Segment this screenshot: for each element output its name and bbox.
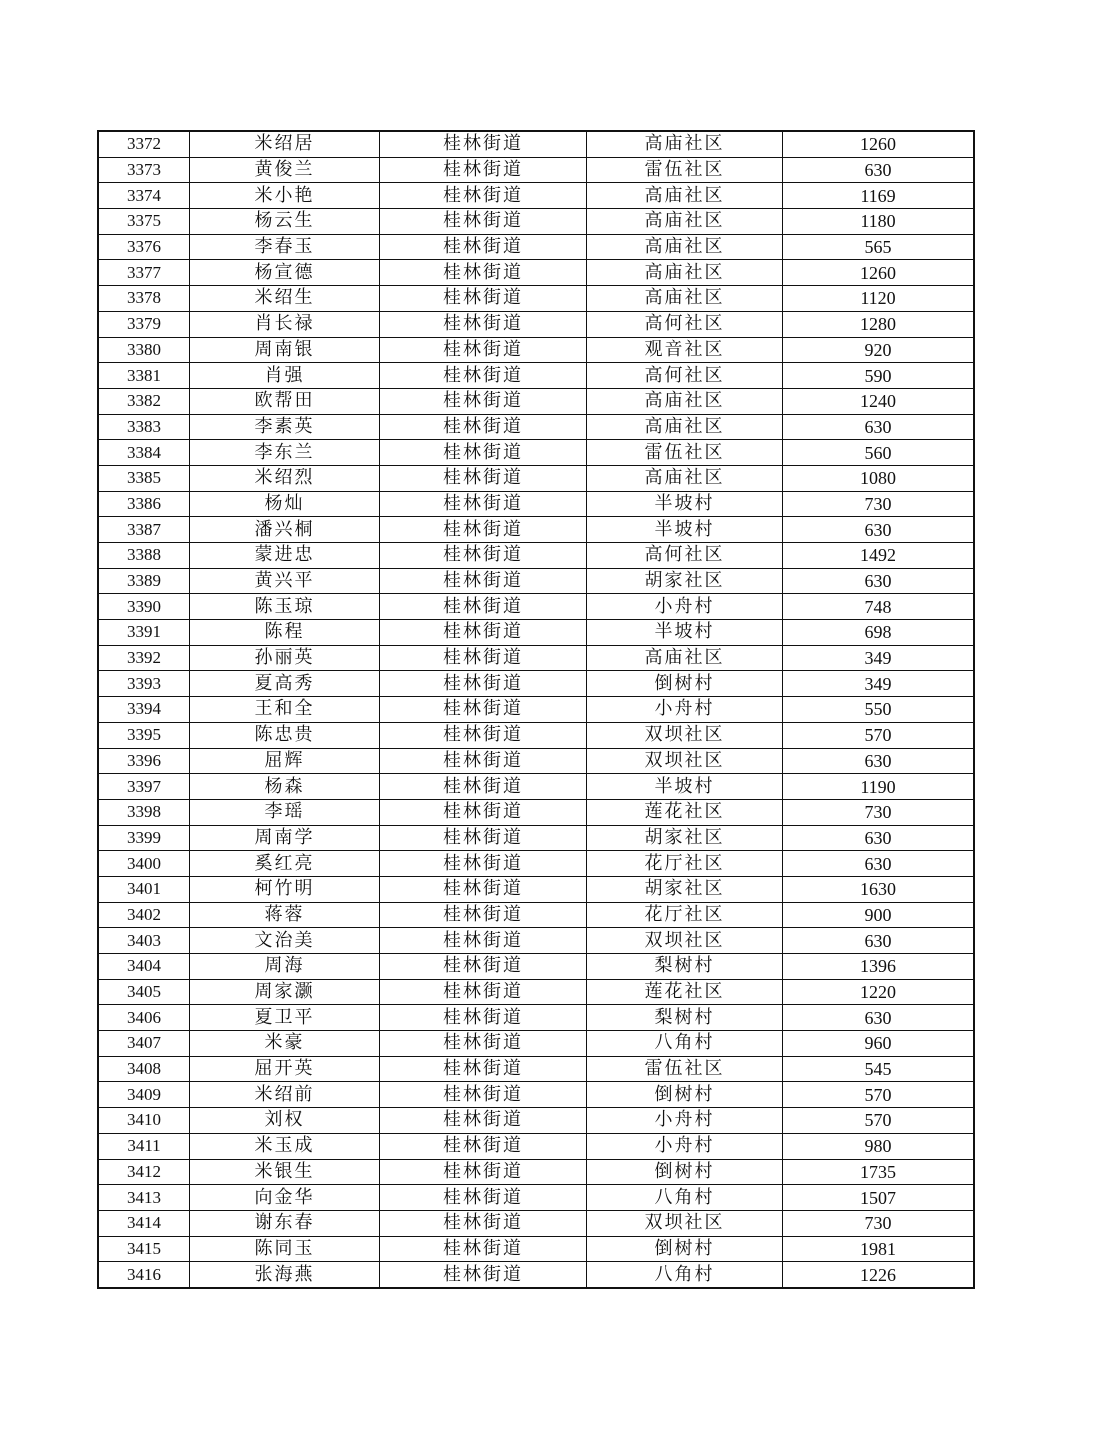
amount-cell: 570 [783, 722, 975, 748]
community-cell: 双坝社区 [587, 928, 783, 954]
person-name-cell: 米银生 [190, 1159, 380, 1185]
community-cell: 半坡村 [587, 620, 783, 646]
table-row [98, 491, 974, 517]
street-cell: 桂林街道 [380, 1185, 587, 1211]
person-name-cell: 欧帮田 [190, 388, 380, 414]
amount-cell: 1190 [783, 774, 975, 800]
street-cell: 桂林街道 [380, 337, 587, 363]
community-cell: 高庙社区 [587, 260, 783, 286]
serial-number-cell: 3373 [98, 157, 190, 183]
person-name-cell: 周家灏 [190, 979, 380, 1005]
amount-cell: 570 [783, 1108, 975, 1134]
amount-cell: 630 [783, 414, 975, 440]
serial-number-cell: 3413 [98, 1185, 190, 1211]
amount-cell: 730 [783, 799, 975, 825]
serial-number-cell: 3409 [98, 1082, 190, 1108]
community-cell: 花厅社区 [587, 851, 783, 877]
person-name-cell: 夏卫平 [190, 1005, 380, 1031]
street-cell: 桂林街道 [380, 1159, 587, 1185]
person-name-cell: 屈开英 [190, 1056, 380, 1082]
table-row [98, 1210, 974, 1236]
community-cell: 八角村 [587, 1031, 783, 1057]
person-name-cell: 肖强 [190, 363, 380, 389]
serial-number-cell: 3372 [98, 131, 190, 157]
community-cell: 胡家社区 [587, 825, 783, 851]
street-cell: 桂林街道 [380, 131, 587, 157]
serial-number-cell: 3381 [98, 363, 190, 389]
serial-number-cell: 3390 [98, 594, 190, 620]
amount-cell: 590 [783, 363, 975, 389]
serial-number-cell: 3376 [98, 234, 190, 260]
table-row [98, 594, 974, 620]
street-cell: 桂林街道 [380, 928, 587, 954]
serial-number-cell: 3384 [98, 440, 190, 466]
table-row [98, 928, 974, 954]
amount-cell: 550 [783, 697, 975, 723]
person-name-cell: 米玉成 [190, 1133, 380, 1159]
serial-number-cell: 3400 [98, 851, 190, 877]
amount-cell: 560 [783, 440, 975, 466]
community-cell: 小舟村 [587, 697, 783, 723]
street-cell: 桂林街道 [380, 954, 587, 980]
serial-number-cell: 3399 [98, 825, 190, 851]
street-cell: 桂林街道 [380, 620, 587, 646]
amount-cell: 349 [783, 671, 975, 697]
serial-number-cell: 3383 [98, 414, 190, 440]
street-cell: 桂林街道 [380, 234, 587, 260]
person-name-cell: 谢东春 [190, 1210, 380, 1236]
person-name-cell: 米小艳 [190, 183, 380, 209]
serial-number-cell: 3402 [98, 902, 190, 928]
community-cell: 倒树村 [587, 1159, 783, 1185]
street-cell: 桂林街道 [380, 1236, 587, 1262]
amount-cell: 630 [783, 1005, 975, 1031]
roster-table [97, 130, 975, 1289]
street-cell: 桂林街道 [380, 568, 587, 594]
person-name-cell: 屈辉 [190, 748, 380, 774]
community-cell: 高庙社区 [587, 183, 783, 209]
amount-cell: 1280 [783, 311, 975, 337]
street-cell: 桂林街道 [380, 1262, 587, 1288]
community-cell: 雷伍社区 [587, 1056, 783, 1082]
person-name-cell: 文治美 [190, 928, 380, 954]
amount-cell: 730 [783, 491, 975, 517]
community-cell: 倒树村 [587, 1082, 783, 1108]
table-row [98, 1262, 974, 1288]
person-name-cell: 周海 [190, 954, 380, 980]
person-name-cell: 陈忠贵 [190, 722, 380, 748]
amount-cell: 1396 [783, 954, 975, 980]
street-cell: 桂林街道 [380, 311, 587, 337]
amount-cell: 698 [783, 620, 975, 646]
amount-cell: 1630 [783, 876, 975, 902]
person-name-cell: 杨灿 [190, 491, 380, 517]
person-name-cell: 李东兰 [190, 440, 380, 466]
community-cell: 雷伍社区 [587, 157, 783, 183]
amount-cell: 630 [783, 517, 975, 543]
table-row [98, 337, 974, 363]
table-row [98, 774, 974, 800]
amount-cell: 630 [783, 825, 975, 851]
amount-cell: 1220 [783, 979, 975, 1005]
table-row [98, 722, 974, 748]
community-cell: 高庙社区 [587, 286, 783, 312]
serial-number-cell: 3395 [98, 722, 190, 748]
street-cell: 桂林街道 [380, 388, 587, 414]
serial-number-cell: 3388 [98, 543, 190, 569]
community-cell: 胡家社区 [587, 568, 783, 594]
community-cell: 小舟村 [587, 594, 783, 620]
table-row [98, 1133, 974, 1159]
street-cell: 桂林街道 [380, 414, 587, 440]
amount-cell: 920 [783, 337, 975, 363]
person-name-cell: 蒙进忠 [190, 543, 380, 569]
serial-number-cell: 3407 [98, 1031, 190, 1057]
table-row [98, 414, 974, 440]
amount-cell: 630 [783, 157, 975, 183]
community-cell: 半坡村 [587, 517, 783, 543]
community-cell: 高庙社区 [587, 209, 783, 235]
person-name-cell: 蒋蓉 [190, 902, 380, 928]
table-row [98, 620, 974, 646]
person-name-cell: 陈玉琼 [190, 594, 380, 620]
table-row [98, 825, 974, 851]
serial-number-cell: 3391 [98, 620, 190, 646]
serial-number-cell: 3404 [98, 954, 190, 980]
table-row [98, 902, 974, 928]
amount-cell: 1240 [783, 388, 975, 414]
community-cell: 高庙社区 [587, 414, 783, 440]
amount-cell: 349 [783, 645, 975, 671]
table-row [98, 954, 974, 980]
serial-number-cell: 3414 [98, 1210, 190, 1236]
table-row [98, 1082, 974, 1108]
serial-number-cell: 3403 [98, 928, 190, 954]
serial-number-cell: 3416 [98, 1262, 190, 1288]
community-cell: 梨树村 [587, 1005, 783, 1031]
serial-number-cell: 3394 [98, 697, 190, 723]
amount-cell: 1226 [783, 1262, 975, 1288]
community-cell: 莲花社区 [587, 799, 783, 825]
person-name-cell: 王和全 [190, 697, 380, 723]
street-cell: 桂林街道 [380, 543, 587, 569]
community-cell: 八角村 [587, 1262, 783, 1288]
community-cell: 双坝社区 [587, 722, 783, 748]
table-row [98, 1185, 974, 1211]
street-cell: 桂林街道 [380, 645, 587, 671]
table-row [98, 1031, 974, 1057]
person-name-cell: 米绍生 [190, 286, 380, 312]
person-name-cell: 陈程 [190, 620, 380, 646]
amount-cell: 1260 [783, 260, 975, 286]
table-row [98, 979, 974, 1005]
table-row [98, 671, 974, 697]
street-cell: 桂林街道 [380, 799, 587, 825]
table-row [98, 260, 974, 286]
table-row [98, 543, 974, 569]
person-name-cell: 孙丽英 [190, 645, 380, 671]
community-cell: 高庙社区 [587, 465, 783, 491]
roster-table-body [98, 131, 974, 1288]
person-name-cell: 周南银 [190, 337, 380, 363]
person-name-cell: 李素英 [190, 414, 380, 440]
street-cell: 桂林街道 [380, 774, 587, 800]
serial-number-cell: 3386 [98, 491, 190, 517]
community-cell: 八角村 [587, 1185, 783, 1211]
amount-cell: 545 [783, 1056, 975, 1082]
street-cell: 桂林街道 [380, 671, 587, 697]
community-cell: 小舟村 [587, 1133, 783, 1159]
community-cell: 半坡村 [587, 491, 783, 517]
table-row [98, 1108, 974, 1134]
table-row [98, 1236, 974, 1262]
serial-number-cell: 3379 [98, 311, 190, 337]
serial-number-cell: 3405 [98, 979, 190, 1005]
community-cell: 观音社区 [587, 337, 783, 363]
serial-number-cell: 3374 [98, 183, 190, 209]
street-cell: 桂林街道 [380, 979, 587, 1005]
community-cell: 高庙社区 [587, 131, 783, 157]
community-cell: 倒树村 [587, 1236, 783, 1262]
street-cell: 桂林街道 [380, 440, 587, 466]
table-row [98, 440, 974, 466]
person-name-cell: 周南学 [190, 825, 380, 851]
person-name-cell: 张海燕 [190, 1262, 380, 1288]
table-row [98, 748, 974, 774]
serial-number-cell: 3396 [98, 748, 190, 774]
person-name-cell: 米豪 [190, 1031, 380, 1057]
community-cell: 梨树村 [587, 954, 783, 980]
community-cell: 双坝社区 [587, 748, 783, 774]
person-name-cell: 李春玉 [190, 234, 380, 260]
street-cell: 桂林街道 [380, 1031, 587, 1057]
person-name-cell: 陈同玉 [190, 1236, 380, 1262]
amount-cell: 630 [783, 568, 975, 594]
table-row [98, 876, 974, 902]
person-name-cell: 潘兴桐 [190, 517, 380, 543]
person-name-cell: 米绍居 [190, 131, 380, 157]
person-name-cell: 杨森 [190, 774, 380, 800]
amount-cell: 1260 [783, 131, 975, 157]
community-cell: 莲花社区 [587, 979, 783, 1005]
serial-number-cell: 3375 [98, 209, 190, 235]
serial-number-cell: 3387 [98, 517, 190, 543]
table-row [98, 311, 974, 337]
street-cell: 桂林街道 [380, 1133, 587, 1159]
table-row [98, 851, 974, 877]
community-cell: 胡家社区 [587, 876, 783, 902]
serial-number-cell: 3380 [98, 337, 190, 363]
street-cell: 桂林街道 [380, 491, 587, 517]
person-name-cell: 黄兴平 [190, 568, 380, 594]
community-cell: 高庙社区 [587, 645, 783, 671]
serial-number-cell: 3397 [98, 774, 190, 800]
community-cell: 雷伍社区 [587, 440, 783, 466]
amount-cell: 630 [783, 851, 975, 877]
table-row [98, 363, 974, 389]
table-row [98, 286, 974, 312]
table-row [98, 131, 974, 157]
serial-number-cell: 3392 [98, 645, 190, 671]
amount-cell: 730 [783, 1210, 975, 1236]
table-row [98, 157, 974, 183]
street-cell: 桂林街道 [380, 1005, 587, 1031]
community-cell: 高何社区 [587, 363, 783, 389]
community-cell: 小舟村 [587, 1108, 783, 1134]
serial-number-cell: 3401 [98, 876, 190, 902]
street-cell: 桂林街道 [380, 825, 587, 851]
serial-number-cell: 3385 [98, 465, 190, 491]
street-cell: 桂林街道 [380, 465, 587, 491]
community-cell: 花厅社区 [587, 902, 783, 928]
table-row [98, 388, 974, 414]
table-row [98, 183, 974, 209]
street-cell: 桂林街道 [380, 183, 587, 209]
serial-number-cell: 3382 [98, 388, 190, 414]
amount-cell: 1120 [783, 286, 975, 312]
amount-cell: 1080 [783, 465, 975, 491]
street-cell: 桂林街道 [380, 1108, 587, 1134]
person-name-cell: 夏高秀 [190, 671, 380, 697]
community-cell: 倒树村 [587, 671, 783, 697]
person-name-cell: 米绍烈 [190, 465, 380, 491]
person-name-cell: 李瑶 [190, 799, 380, 825]
amount-cell: 1492 [783, 543, 975, 569]
amount-cell: 630 [783, 928, 975, 954]
person-name-cell: 米绍前 [190, 1082, 380, 1108]
person-name-cell: 向金华 [190, 1185, 380, 1211]
serial-number-cell: 3412 [98, 1159, 190, 1185]
serial-number-cell: 3377 [98, 260, 190, 286]
community-cell: 高何社区 [587, 543, 783, 569]
street-cell: 桂林街道 [380, 748, 587, 774]
community-cell: 半坡村 [587, 774, 783, 800]
table-row [98, 1005, 974, 1031]
amount-cell: 1169 [783, 183, 975, 209]
table-row [98, 465, 974, 491]
amount-cell: 748 [783, 594, 975, 620]
community-cell: 高庙社区 [587, 234, 783, 260]
amount-cell: 960 [783, 1031, 975, 1057]
table-row [98, 517, 974, 543]
street-cell: 桂林街道 [380, 851, 587, 877]
person-name-cell: 奚红亮 [190, 851, 380, 877]
serial-number-cell: 3411 [98, 1133, 190, 1159]
street-cell: 桂林街道 [380, 697, 587, 723]
amount-cell: 570 [783, 1082, 975, 1108]
person-name-cell: 刘权 [190, 1108, 380, 1134]
table-row [98, 799, 974, 825]
street-cell: 桂林街道 [380, 209, 587, 235]
table-row [98, 234, 974, 260]
community-cell: 高何社区 [587, 311, 783, 337]
amount-cell: 1981 [783, 1236, 975, 1262]
person-name-cell: 柯竹明 [190, 876, 380, 902]
amount-cell: 630 [783, 748, 975, 774]
person-name-cell: 杨宣德 [190, 260, 380, 286]
street-cell: 桂林街道 [380, 722, 587, 748]
serial-number-cell: 3406 [98, 1005, 190, 1031]
table-row [98, 568, 974, 594]
street-cell: 桂林街道 [380, 1210, 587, 1236]
amount-cell: 1180 [783, 209, 975, 235]
serial-number-cell: 3393 [98, 671, 190, 697]
amount-cell: 565 [783, 234, 975, 260]
street-cell: 桂林街道 [380, 1056, 587, 1082]
amount-cell: 980 [783, 1133, 975, 1159]
community-cell: 高庙社区 [587, 388, 783, 414]
community-cell: 双坝社区 [587, 1210, 783, 1236]
street-cell: 桂林街道 [380, 1082, 587, 1108]
serial-number-cell: 3398 [98, 799, 190, 825]
person-name-cell: 肖长禄 [190, 311, 380, 337]
person-name-cell: 杨云生 [190, 209, 380, 235]
table-row [98, 209, 974, 235]
street-cell: 桂林街道 [380, 260, 587, 286]
street-cell: 桂林街道 [380, 363, 587, 389]
street-cell: 桂林街道 [380, 594, 587, 620]
serial-number-cell: 3378 [98, 286, 190, 312]
table-row [98, 645, 974, 671]
amount-cell: 900 [783, 902, 975, 928]
table-row [98, 697, 974, 723]
amount-cell: 1507 [783, 1185, 975, 1211]
table-row [98, 1159, 974, 1185]
street-cell: 桂林街道 [380, 517, 587, 543]
street-cell: 桂林街道 [380, 286, 587, 312]
amount-cell: 1735 [783, 1159, 975, 1185]
serial-number-cell: 3415 [98, 1236, 190, 1262]
serial-number-cell: 3410 [98, 1108, 190, 1134]
street-cell: 桂林街道 [380, 876, 587, 902]
serial-number-cell: 3389 [98, 568, 190, 594]
person-name-cell: 黄俊兰 [190, 157, 380, 183]
street-cell: 桂林街道 [380, 902, 587, 928]
table-row [98, 1056, 974, 1082]
serial-number-cell: 3408 [98, 1056, 190, 1082]
street-cell: 桂林街道 [380, 157, 587, 183]
